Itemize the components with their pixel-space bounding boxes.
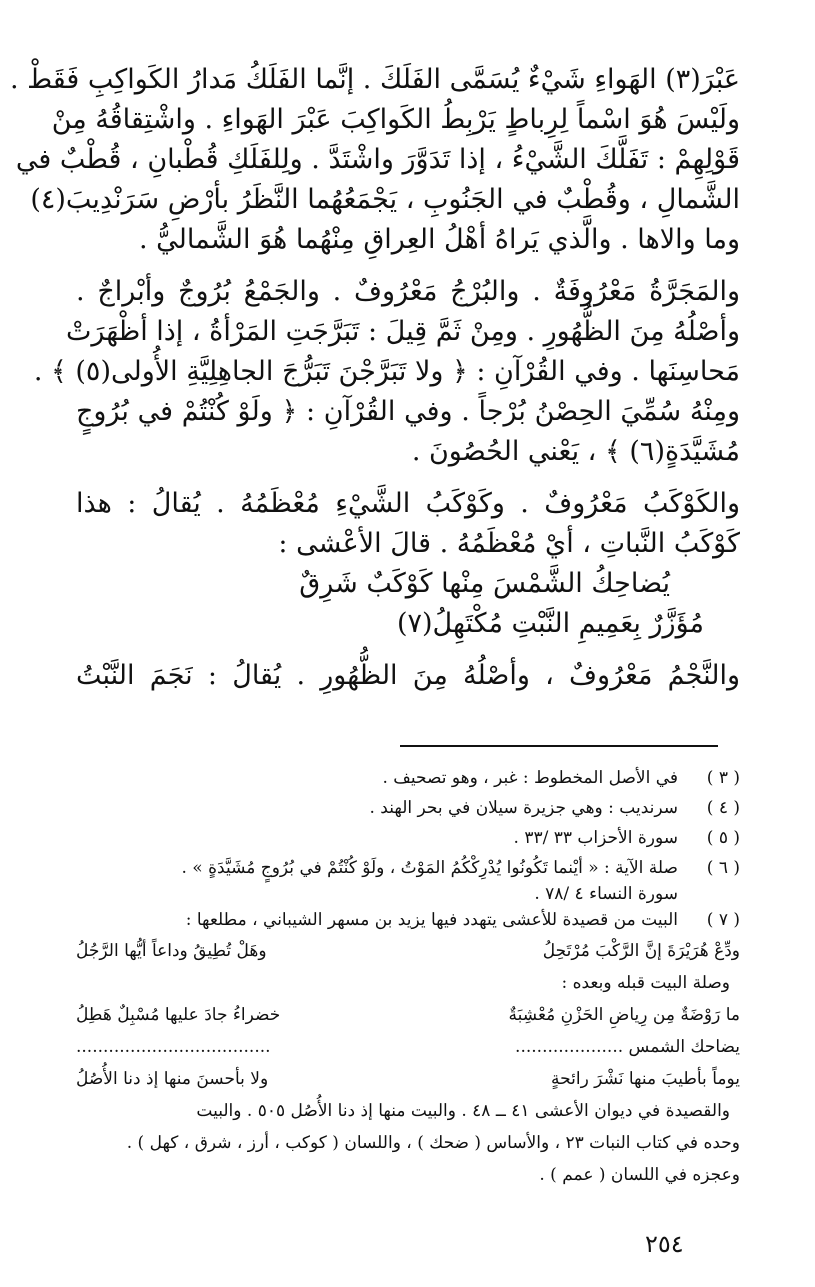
text-line: وما والاها . والَّذي يَراهُ أهْلُ العِراقِ مِنْهُما هُوَ الشَّماليُّ . <box>138 224 740 255</box>
footnote-3 <box>76 765 740 795</box>
poem-verse-first-half: يُضاحِكُ الشَّمْسَ مِنْها كَوْكَبٌ شَرِقٌ <box>299 568 670 599</box>
text-line: وأصْلُهُ مِنَ الظُّهُورِ . ومِنْ ثَمَّ قِيلَ : تَبَرَّجَتِ المَرْأةُ ، إذا أظْهَرَتْ <box>65 316 740 347</box>
footnote-divider <box>400 745 718 747</box>
verse-hemistich: ودِّعْ هُرَيْرَةَ إنَّ الرَّكْبَ مُرْتَحِلُ <box>542 941 740 961</box>
verse-hemistich: ولا بأحسنَ منها إذ دنا الأُصُلُ <box>76 1069 269 1089</box>
text-line: عَبْرَ(٣) الهَواءِ شَيْءٌ يُسَمَّى الفَلَكَ . إنَّما الفَلَكُ مَدارُ الكَواكِبِ فَقَطْ . <box>9 64 740 95</box>
footnote-text: وصلة البيت قبله وبعده : <box>561 973 730 993</box>
footnote-6 <box>76 855 740 907</box>
text-line: مَحاسِنَها . وفي القُرْآنِ : ﴿ ولا تَبَرَّجْنَ تَبَرُّجَ الجاهِلِيَّةِ الأُولى(٥) ﴾ . <box>33 356 740 387</box>
text-line: والمَجَرَّةُ مَعْرُوفَةٌ . والبُرْجُ مَعْرُوفٌ . والجَمْعُ بُرُوجٌ وأبْراجٌ . <box>76 276 740 307</box>
verse-hemistich: ما رَوْضَةٌ مِن رِياضِ الحَزْنِ مُعْشِبَةٌ <box>508 1005 740 1025</box>
page-number: ٢٥٤ <box>645 1230 684 1258</box>
footnotes <box>76 765 740 1193</box>
footnote-text: في الأصل المخطوط : غبر ، وهو تصحيف . <box>382 768 678 788</box>
footnote-text-block <box>76 855 678 907</box>
footnote-text: وعجزه في اللسان ( عمم ) . <box>539 1165 740 1185</box>
verse-hemistich: يضاحك الشمس .................... <box>515 1037 740 1057</box>
footnote-4 <box>76 795 740 825</box>
text-line: والكَوْكَبُ مَعْرُوفٌ . وكَوْكَبُ الشَّيْءِ مُعْظَمُهُ . يُقالُ : هذا <box>76 488 740 519</box>
footnote-number: ( ٤ ) <box>706 798 740 818</box>
poem-verse-second-half: مُؤَزَّرٌ بِعَمِيمِ النَّبْتِ مُكْتَهِلُ(٧) <box>396 608 704 639</box>
text-line: الشَّمالِ ، وقُطْبٌ في الجَنُوبِ ، يَجْمَعُهُما النَّظَرُ بأرْضِ سَرَنْدِيبَ(٤) <box>30 184 740 215</box>
text-line: ومِنْهُ سُمِّيَ الحِصْنُ بُرْجاً . وفي القُرْآنِ : ﴿ ولَوْ كُنْتُمْ في بُرُوجٍ <box>76 396 740 427</box>
main-text <box>9 60 740 696</box>
footnote-text: سورة النساء ٤ /٧٨ . <box>534 884 678 904</box>
footnote-verse-row <box>76 1033 740 1065</box>
footnote-verse-row <box>76 1001 740 1033</box>
text-line: قَوْلِهِمْ : تَفَلَّكَ الشَّيْءُ ، إذا تَدَوَّرَ واشْتَدَّ . ولِلفَلَكِ قُطْبانِ ، قُطْبٌ في <box>15 144 740 175</box>
footnote-text: سرنديب : وهي جزيرة سيلان في بحر الهند . <box>369 798 678 818</box>
paragraph-celestial-sphere <box>9 60 740 260</box>
paragraph-star <box>76 484 740 644</box>
verse-hemistich: .................................... <box>76 1037 271 1057</box>
footnote-verse-row <box>76 937 740 969</box>
footnote-number: ( ٣ ) <box>706 768 740 788</box>
paragraph-galaxy-tower <box>33 272 740 472</box>
verse-hemistich: يوماً بأطيبَ منها نَشْرَ رائحةٍ <box>551 1069 740 1089</box>
footnote-text: وحده في كتاب النبات ٢٣ ، والأساس ( ضحك ) ، واللسان ( كوكب ، أرز ، شرق ، كهل ) . <box>126 1133 740 1153</box>
footnote-text: سورة الأحزاب ٣٣ /٣٣ . <box>513 828 678 848</box>
footnote-5 <box>76 825 740 855</box>
footnote-number: ( ٥ ) <box>706 828 740 848</box>
footnote-7 <box>76 907 740 937</box>
text-line: كَوْكَبُ النَّباتِ ، أيْ مُعْظَمُهُ . قالَ الأعْشى : <box>278 528 740 559</box>
footnote-text: صلة الآية : « أيْنما تَكُونُوا يُدْرِكْكُمُ المَوْتُ ، ولَوْ كُنْتُمْ في بُرُوجٍ مُشَيَّدَةٍ » . <box>181 858 678 878</box>
footnote-number: ( ٧ ) <box>706 910 740 930</box>
paragraph-najm: والنَّجْمُ مَعْرُوفٌ ، وأصْلُهُ مِنَ الظُّهُورِ . يُقالُ : نَجَمَ النَّبْتُ <box>76 660 740 691</box>
footnote-verse-row <box>76 1065 740 1097</box>
verse-hemistich: وهَلْ تُطِيقُ وداعاً أيُّها الرَّجُلُ <box>76 941 267 961</box>
footnote-text: البيت من قصيدة للأعشى يتهدد فيها يزيد بن مسهر الشيباني ، مطلعها : <box>185 910 678 930</box>
footnote-number: ( ٦ ) <box>706 858 740 878</box>
footnote-text: والقصيدة في ديوان الأعشى ٤١ ــ ٤٨ . والبيت منها إذ دنا الأُصُل ٥٠٥ . والبيت <box>196 1101 730 1121</box>
verse-hemistich: خضراءُ جادَ عليها مُسْبِلٌ هَطِلُ <box>76 1005 281 1025</box>
text-line: مُشَيَّدَةٍ(٦) ﴾ ، يَعْني الحُصُونَ . <box>411 436 740 467</box>
text-line: ولَيْسَ هُوَ اسْماً لِرِباطٍ يَرْبِطُ الكَواكِبَ عَبْرَ الهَواءِ . واشْتِقاقُهُ مِنْ <box>51 104 740 135</box>
